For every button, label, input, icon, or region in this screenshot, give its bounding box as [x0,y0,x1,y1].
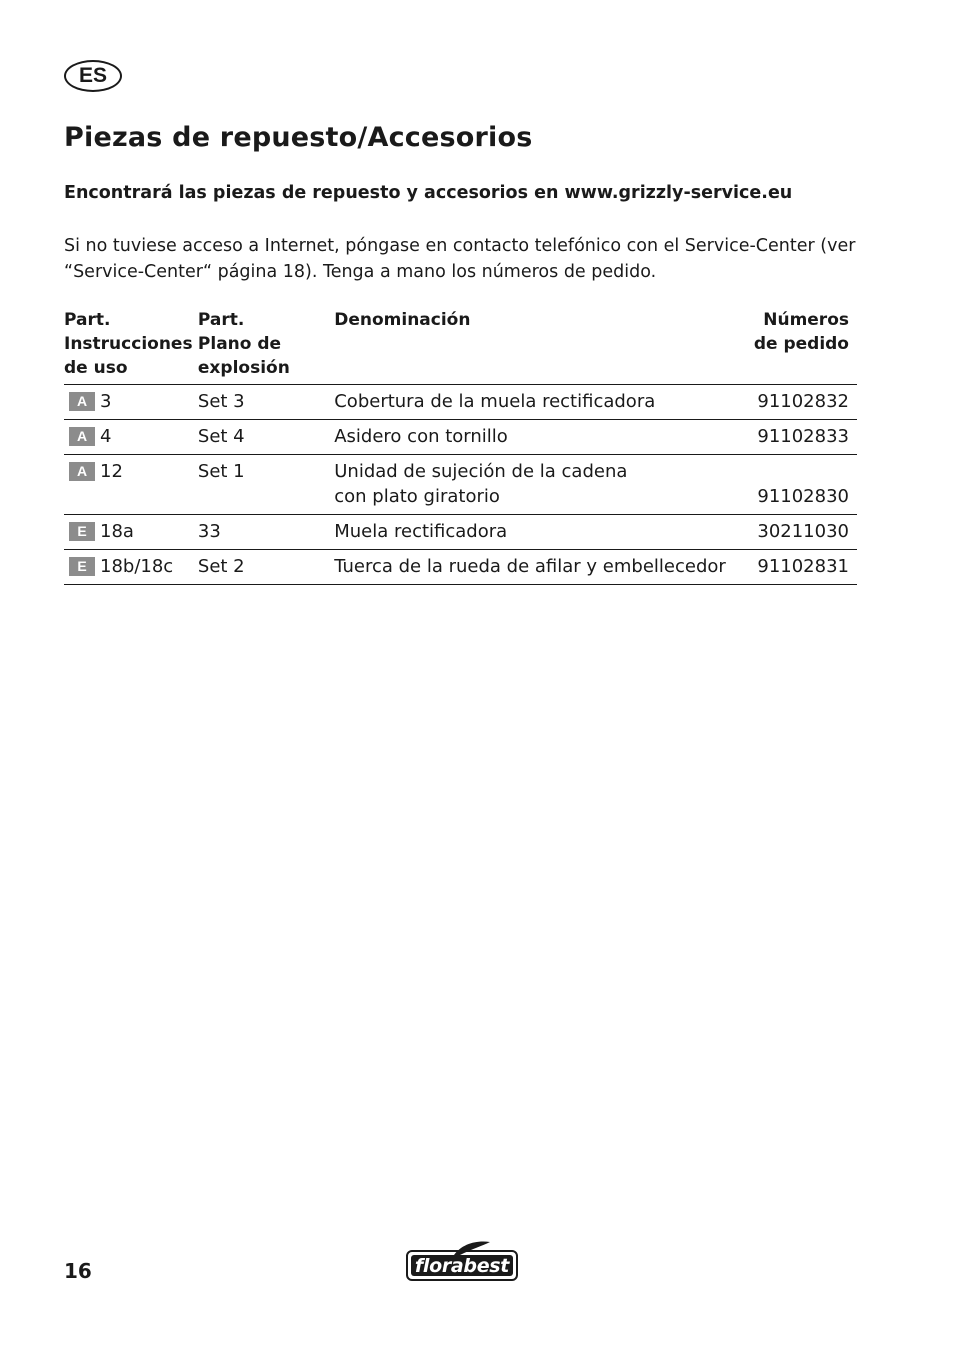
cell-designation [334,515,754,550]
figure-tag: A [69,462,95,481]
florabest-logo [406,1240,520,1284]
logo-plate [411,1255,513,1276]
header-line: Denominación [334,310,471,330]
cell-order-number: 91102831 [754,550,857,585]
header-part-manual [64,308,198,385]
header-part-exploded [198,308,334,385]
cell-part-exploded: Set 3 [198,385,334,420]
header-line: Instrucciones [64,334,193,354]
header-line: explosión [197,358,290,378]
figure-tag: E [69,522,95,541]
figure-tag: A [69,427,95,446]
part-number: 12 [100,461,123,482]
header-line: Plano de [197,334,282,354]
table-row [64,550,857,585]
part-number: 3 [100,391,112,412]
cell-part-manual [64,385,198,420]
cell-designation [334,455,754,515]
language-badge [64,60,122,92]
cell-order-number: 30211030 [754,515,857,550]
cell-part-exploded: Set 1 [198,455,334,515]
designation-line: con plato giratorio [334,486,500,507]
designation-line: Asidero con tornillo [334,426,508,447]
cell-part-exploded: Set 4 [198,420,334,455]
page-subtitle: Encontrará las piezas de repuesto y accesorios en www.grizzly-service.eu [64,183,793,203]
header-designation [334,308,754,385]
cell-part-manual [64,455,198,515]
table-header-row [64,308,857,385]
cell-part-manual [64,515,198,550]
cell-order-number: 91102832 [754,385,857,420]
header-line: Part. [197,310,245,330]
page-number: 16 [64,1259,92,1283]
cell-order-number: 91102830 [754,455,857,515]
part-number: 18b/18c [100,556,174,577]
header-line: de uso [64,358,128,378]
intro-paragraph [64,233,864,285]
cell-designation [334,420,754,455]
page-title: Piezas de repuesto/Accesorios [64,122,533,153]
part-number: 4 [100,426,112,447]
designation-line: Unidad de sujeción de la cadena [334,461,628,482]
header-line: Números [763,310,849,330]
intro-line: Si no tuviese acceso a Internet, póngase en contacto telefónico con el Service-Center (ver [64,236,856,256]
cell-part-exploded: Set 2 [198,550,334,585]
figure-tag: E [69,557,95,576]
intro-line: “Service-Center“ página 18). Tenga a mano los números de pedido. [64,262,657,282]
part-number: 18a [100,521,134,542]
cell-designation [334,550,754,585]
designation-line: Cobertura de la muela rectificadora [334,391,656,412]
table-row [64,515,857,550]
figure-tag: A [69,392,95,411]
header-order-number [754,308,857,385]
table-row [64,420,857,455]
table-row [64,385,857,420]
designation-line: Muela rectificadora [334,521,508,542]
designation-line: Tuerca de la rueda de afilar y embellecedor [334,556,726,577]
leaf-icon [452,1240,492,1256]
language-code: ES [78,64,107,87]
cell-designation [334,385,754,420]
header-line: Part. [64,310,111,330]
spare-parts-table [64,308,857,585]
cell-part-manual [64,420,198,455]
logo-wordmark: florabest [414,1254,510,1277]
header-line: de pedido [753,334,849,354]
cell-part-manual [64,550,198,585]
cell-order-number: 91102833 [754,420,857,455]
cell-part-exploded: 33 [198,515,334,550]
table-row [64,455,857,515]
